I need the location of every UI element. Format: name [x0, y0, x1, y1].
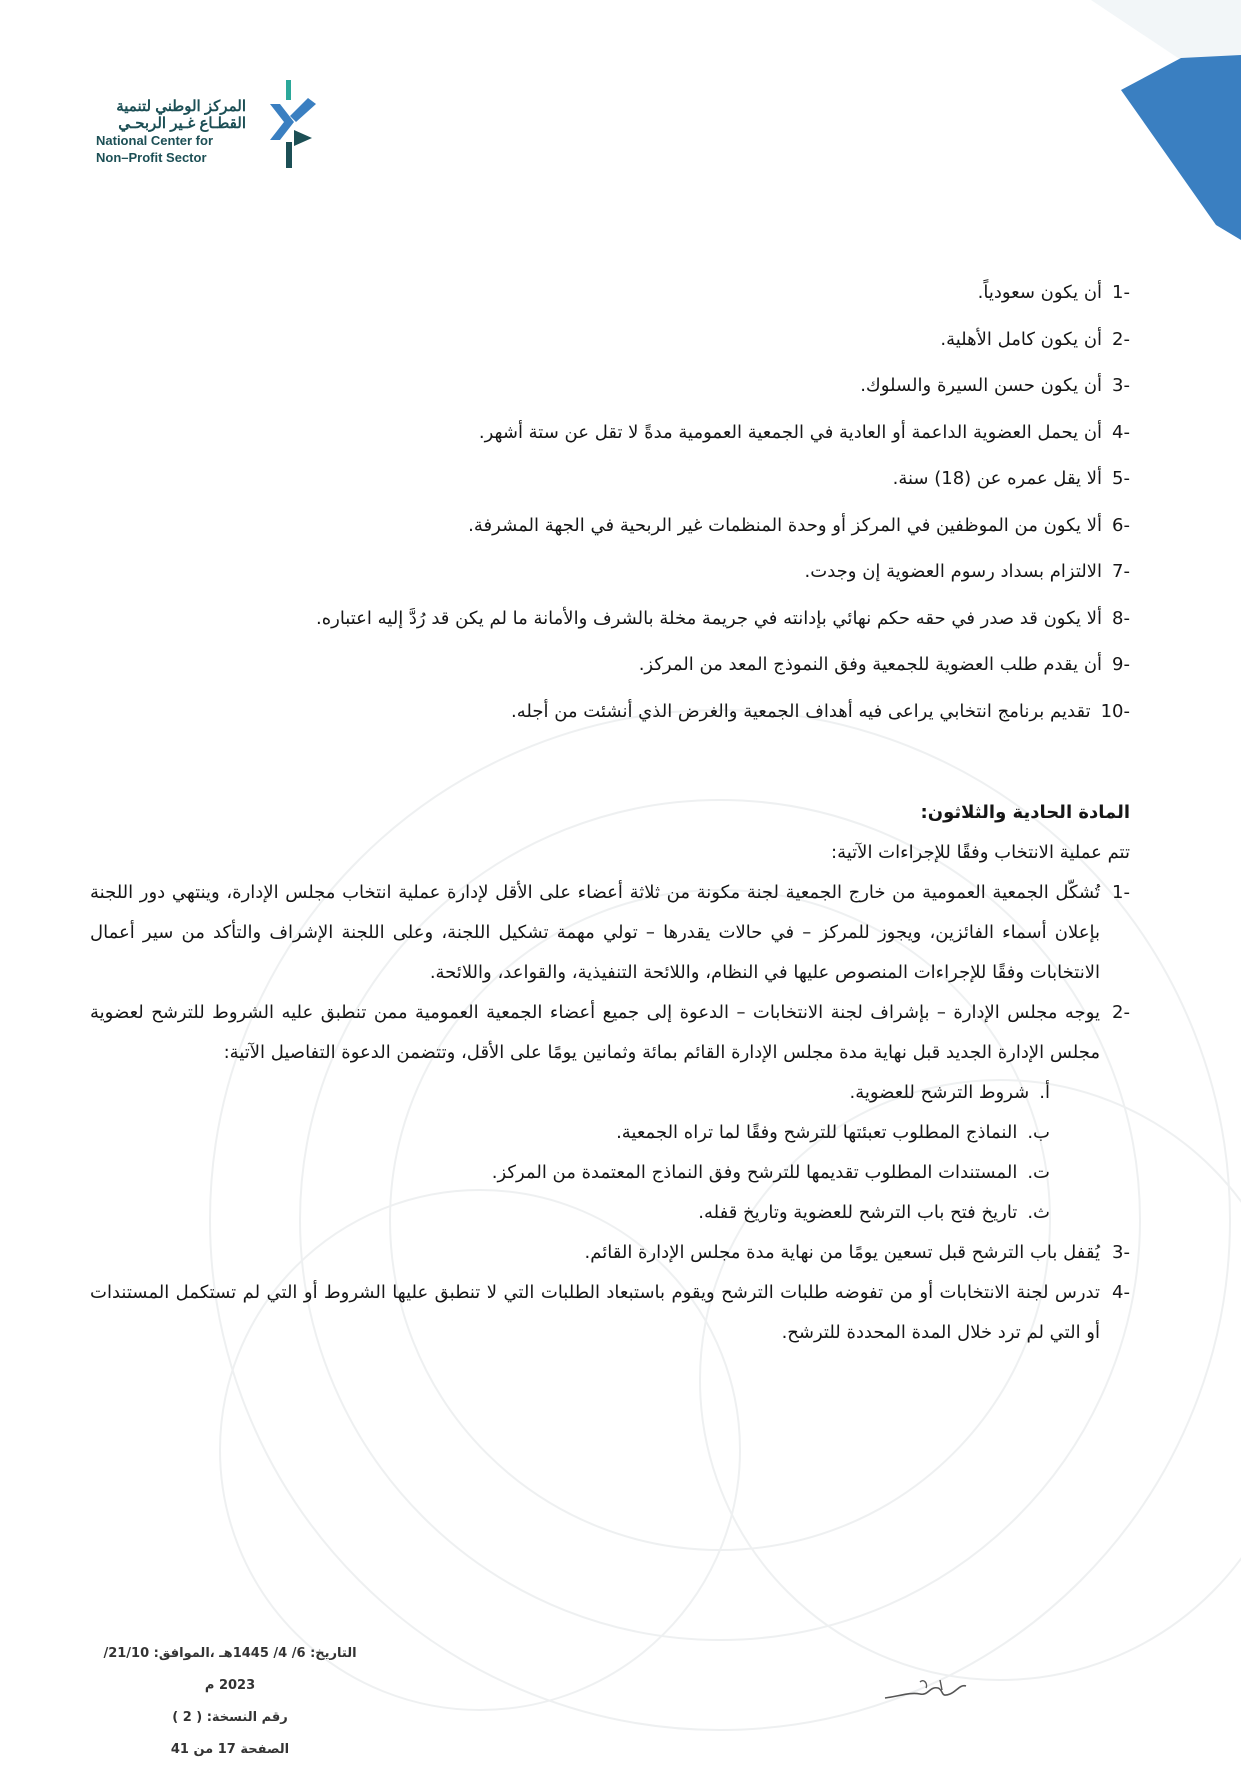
organization-logo	[96, 80, 336, 180]
sub-item: ب.النماذج المطلوب تعبئتها للترشح وفقًا لما تراه الجمعية.	[616, 1122, 1050, 1143]
list-item: -4أن يحمل العضوية الداعمة أو العادية في الجمعية العمومية مدةً لا تقل عن ستة أشهر.	[478, 421, 1130, 443]
clause-3: -3 يُقفل باب الترشح قبل تسعين يومًا من نهاية مدة مجلس الإدارة القائم.	[584, 1242, 1130, 1263]
list-item: -7الالتزام بسداد رسوم العضوية إن وجدت.	[804, 561, 1130, 582]
sub-item: ث.تاريخ فتح باب الترشح للعضوية وتاريخ قفله.	[698, 1202, 1050, 1223]
logo-arabic-line2: القطـاع غـير الربحـي	[118, 115, 246, 132]
clause-4: -4 تدرس لجنة الانتخابات أو من تفوضه طلبات الترشح ويقوم باستبعاد الطلبات التي لا تنطبق عليها الشروط أو التي لم تستكمل المستندات أو التي لم ترد خلال المدة المحددة للترشح.	[90, 1282, 1130, 1343]
membership-conditions-list	[90, 270, 1130, 735]
signature-icon	[880, 1668, 970, 1708]
logo-english-line1: National Center for	[96, 133, 214, 148]
page-number: الصفحة 17 من 41	[170, 1742, 290, 1757]
document-body	[90, 270, 1130, 1353]
version-number: رقم النسخة: ( 2 )	[172, 1710, 288, 1725]
corner-decoration	[981, 0, 1241, 250]
sub-item: أ.شروط الترشح للعضوية.	[849, 1082, 1050, 1103]
logo-mark-icon	[250, 80, 330, 180]
logo-arabic-line1: المركز الوطني لتنمية	[116, 98, 246, 115]
article-title: المادة الحادية والثلاثون:	[920, 802, 1130, 823]
article-intro: تتم عملية الانتخاب وفقًا للإجراءات الآتية:	[831, 842, 1130, 863]
list-item: -8ألا يكون قد صدر في حقه حكم نهائي بإدانته في جريمة مخلة بالشرف والأمانة ما لم يكن قد رُدَّ إليه اعتباره.	[315, 607, 1130, 629]
list-item: -1أن يكون سعودياً.	[977, 282, 1130, 303]
logo-english-line2: Non–Profit Sector	[96, 150, 207, 165]
clause-1: -1 تُشكّل الجمعية العمومية من خارج الجمعية لجنة مكونة من ثلاثة أعضاء على الأقل لإدارة عملية انتخاب مجلس الإدارة، وينتهي دور اللجنة بإعلان أسماء الفائزين، ويجوز للمركز – في حالات يقدرها – تولي مهمة تشكيل اللجنة، وعلى اللجنة الإشراف والتأكد من سير أعمال الانتخابات وفقًا للإجراءات المنصوص عليها في النظام، واللائحة التنفيذية، والقواعد، واللائحة.	[90, 882, 1130, 983]
list-item: -9أن يقدم طلب العضوية للجمعية وفق النموذج المعد من المركز.	[638, 654, 1130, 675]
page-footer	[100, 1638, 360, 1766]
list-item: -6ألا يكون من الموظفين في المركز أو وحدة المنظمات غير الربحية في الجهة المشرفة.	[468, 514, 1130, 536]
clause-2: -2 يوجه مجلس الإدارة – بإشراف لجنة الانتخابات – الدعوة إلى جميع أعضاء الجمعية العمومية ممن تنطبق عليه الشروط للترشح لعضوية مجلس الإدارة الجديد قبل نهاية مدة مجلس الإدارة القائم بمائة وثمانين يومًا على الأقل، وتتضمن الدعوة التفاصيل الآتية:	[90, 1002, 1130, 1063]
list-item: -2أن يكون كامل الأهلية.	[940, 328, 1130, 350]
list-item: -10تقديم برنامج انتخابي يراعى فيه أهداف الجمعية والغرض الذي أنشئت من أجله.	[511, 700, 1130, 722]
sub-item: ت.المستندات المطلوب تقديمها للترشح وفق النماذج المعتمدة من المركز.	[491, 1162, 1050, 1183]
document-date: التاريخ: 6/ 4/ 1445هـ ،الموافق: 21/10/ 2023 م	[103, 1646, 357, 1693]
list-item: -5ألا يقل عمره عن (18) سنة.	[892, 468, 1130, 489]
list-item: -3أن يكون حسن السيرة والسلوك.	[860, 375, 1130, 396]
